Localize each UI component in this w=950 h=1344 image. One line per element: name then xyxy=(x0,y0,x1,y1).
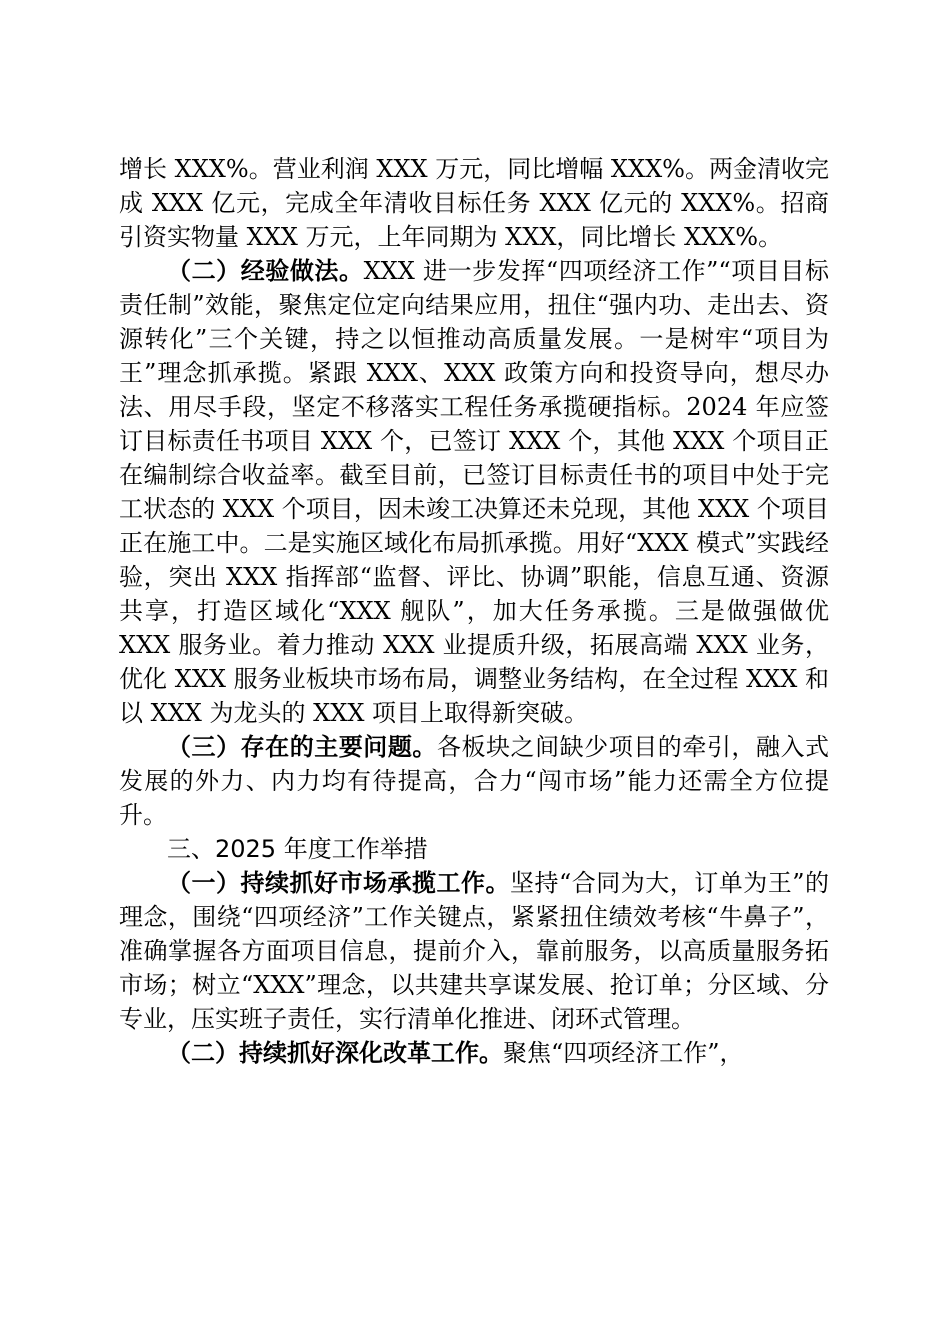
paragraph-performance-figures xyxy=(119,152,829,254)
paragraph-experience xyxy=(119,254,829,730)
paragraph-lead: （二）经验做法。 xyxy=(167,256,364,285)
paragraph-lead: （三）存在的主要问题。 xyxy=(167,732,437,761)
paragraph-text: 坚持“合同为大，订单为王”的理念，围绕“四项经济”工作关键点，紧紧扭住绩效考核“牛鼻子”，准确掌握各方面项目信息，提前介入，靠前服务，以高质量服务拓市场；树立“XXX”理念，以共建共享谋发展、抢订单；分区域、分专业，压实班子责任，实行清单化推进、闭环式管理。 xyxy=(119,869,829,1033)
document-page xyxy=(119,152,829,1070)
paragraph-text: 增长 XXX%。营业利润 XXX 万元，同比增幅 XXX%。两金清收完成 XXX 亿元，完成全年清收目标任务 XXX 亿元的 XXX%。招商引资实物量 XXX 万元，上年同期为 XXX，同比增长 XXX%。 xyxy=(119,155,829,251)
section-heading: 三、2025 年度工作举措 xyxy=(167,835,428,863)
paragraph-measure-reform xyxy=(119,1036,829,1070)
paragraph-text: 聚焦“四项经济工作”， xyxy=(503,1039,744,1067)
paragraph-text: XXX 进一步发挥“四项经济工作”“项目目标责任制”效能，聚焦定位定向结果应用，扭住“强内功、走出去、资源转化”三个关键，持之以恒推动高质量发展。一是树牢“项目为王”理念抓承揽。紧跟 XXX、XXX 政策方向和投资导向，想尽办法、用尽手段，坚定不移落实工程任务承揽硬指标。2024 年应签订目标责任书项目 XXX 个，已签订 XXX 个，其他 XXX 个项目正在编制综合收益率。截至目前，已签订目标责任书的项目中处于完工状态的 XXX 个项目，因未竣工决算还未兑现，其他 XXX 个项目正在施工中。二是实施区域化布局抓承揽。用好“XXX 模式”实践经验，突出 XXX 指挥部“监督、评比、协调”职能，信息互通、资源共享，打造区域化“XXX 舰队”，加大任务承揽。三是做强做优 XXX 服务业。着力推动 XXX 业提质升级，拓展高端 XXX 业务，优化 XXX 服务业板块市场布局，调整业务结构，在全过程 XXX 和以 XXX 为龙头的 XXX 项目上取得新突破。 xyxy=(119,257,829,727)
paragraph-lead: （一）持续抓好市场承揽工作。 xyxy=(167,868,510,897)
paragraph-measure-market xyxy=(119,866,829,1036)
paragraph-text: 各板块之间缺少项目的牵引，融入式发展的外力、内力均有待提高，合力“闯市场”能力还需全方位提升。 xyxy=(119,733,830,829)
paragraph-problems xyxy=(119,730,829,832)
paragraph-lead: （二）持续抓好深化改革工作。 xyxy=(167,1038,503,1067)
